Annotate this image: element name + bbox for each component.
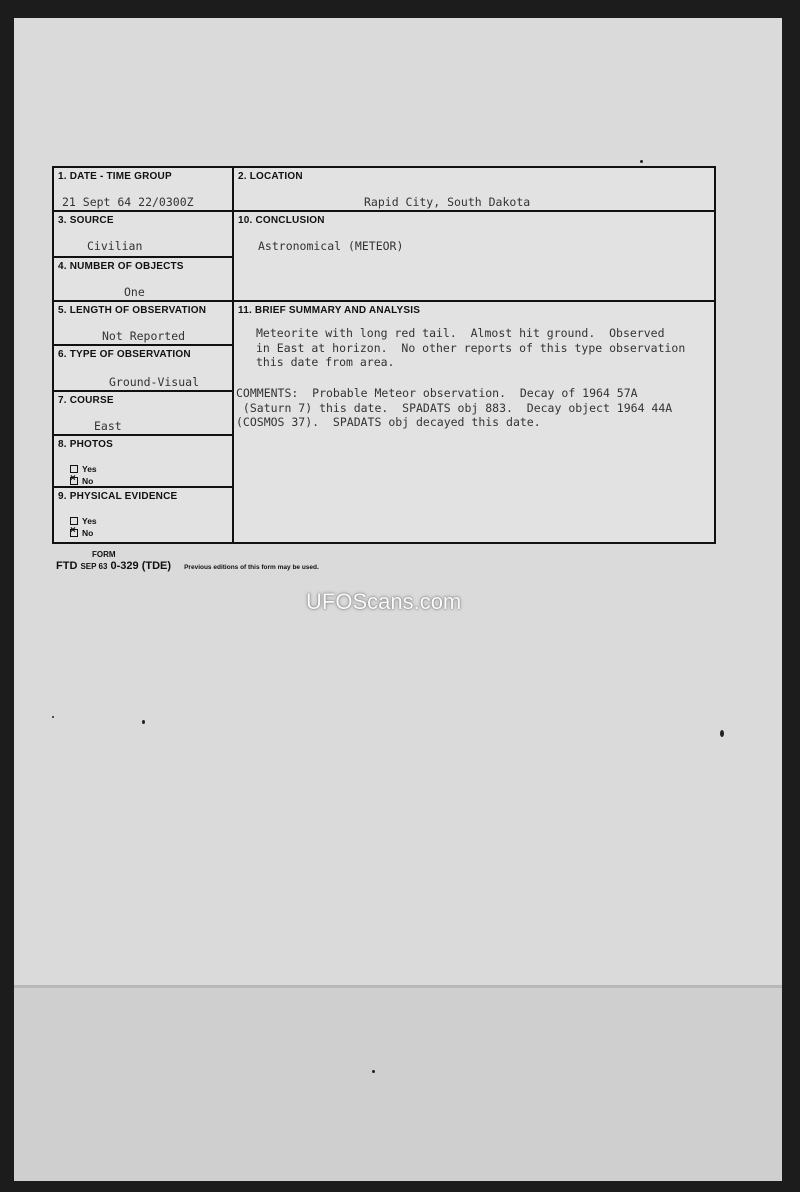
date-time-cell <box>54 168 232 212</box>
type-of-observation-value: Ground-Visual <box>109 375 200 389</box>
course-cell <box>54 392 232 436</box>
footer-note: Previous editions of this form may be used. <box>184 564 319 571</box>
physical-evidence-cell <box>54 488 232 542</box>
type-of-observation-cell <box>54 346 232 392</box>
checked-box-icon <box>70 529 78 537</box>
conclusion-label: 10. CONCLUSION <box>238 215 325 226</box>
comments-text: COMMENTS: Probable Meteor observation. Decay of 1964 57A (Saturn 7) this date. SPADATS obj 883. Decay object 1964 44A (COSMOS 37). SPADATS obj decayed this date. <box>236 386 673 429</box>
length-of-observation-value: Not Reported <box>102 329 186 343</box>
summary-cell <box>234 302 714 542</box>
number-of-objects-label: 4. NUMBER OF OBJECTS <box>58 261 184 272</box>
number-of-objects-cell <box>54 258 232 302</box>
dust-speck <box>142 720 145 724</box>
summary-text: Meteorite with long red tail. Almost hit ground. Observed in East at horizon. No other reports of this type observation this date from area. <box>256 326 686 369</box>
location-value: Rapid City, South Dakota <box>364 195 531 209</box>
number-of-objects-value: One <box>124 285 145 299</box>
length-of-observation-label: 5. LENGTH OF OBSERVATION <box>58 305 207 316</box>
location-cell <box>234 168 714 212</box>
length-of-observation-cell <box>54 302 232 346</box>
location-label: 2. LOCATION <box>238 171 303 182</box>
dust-speck <box>720 730 724 737</box>
course-label: 7. COURSE <box>58 395 114 406</box>
photos-no-option: ×No <box>70 476 93 486</box>
conclusion-value: Astronomical (METEOR) <box>258 239 404 253</box>
source-label: 3. SOURCE <box>58 215 114 226</box>
source-cell <box>54 212 232 258</box>
dust-speck <box>372 1070 375 1073</box>
photos-yes-option: Yes <box>70 464 97 474</box>
physical-evidence-no-option: ×No <box>70 528 93 538</box>
conclusion-cell <box>234 212 714 302</box>
physical-evidence-yes-option: Yes <box>70 516 97 526</box>
watermark: UFOScans.com <box>306 589 462 614</box>
date-time-value: 21 Sept 64 22/0300Z <box>62 195 194 209</box>
date-time-label: 1. DATE - TIME GROUP <box>58 171 172 182</box>
physical-evidence-label: 9. PHYSICAL EVIDENCE <box>58 491 178 502</box>
source-value: Civilian <box>87 239 143 253</box>
dust-speck <box>640 160 643 163</box>
footer-date-code: SEP 63 <box>80 562 108 571</box>
dust-speck <box>52 716 54 718</box>
course-value: East <box>94 419 122 433</box>
footer-prefix: FTD <box>56 560 78 572</box>
form-footer <box>56 560 319 572</box>
underlying-sheet <box>14 985 782 1181</box>
checkbox-icon <box>70 517 78 525</box>
photos-cell <box>54 436 232 488</box>
checked-box-icon <box>70 477 78 485</box>
type-of-observation-label: 6. TYPE OF OBSERVATION <box>58 349 191 360</box>
photos-label: 8. PHOTOS <box>58 439 113 450</box>
left-column <box>54 168 234 542</box>
checkbox-icon <box>70 465 78 473</box>
footer-form-word: FORM <box>92 550 116 559</box>
footer-form-number: 0-329 (TDE) <box>110 560 172 572</box>
summary-label: 11. BRIEF SUMMARY AND ANALYSIS <box>238 305 421 316</box>
project-record-form <box>52 166 716 544</box>
